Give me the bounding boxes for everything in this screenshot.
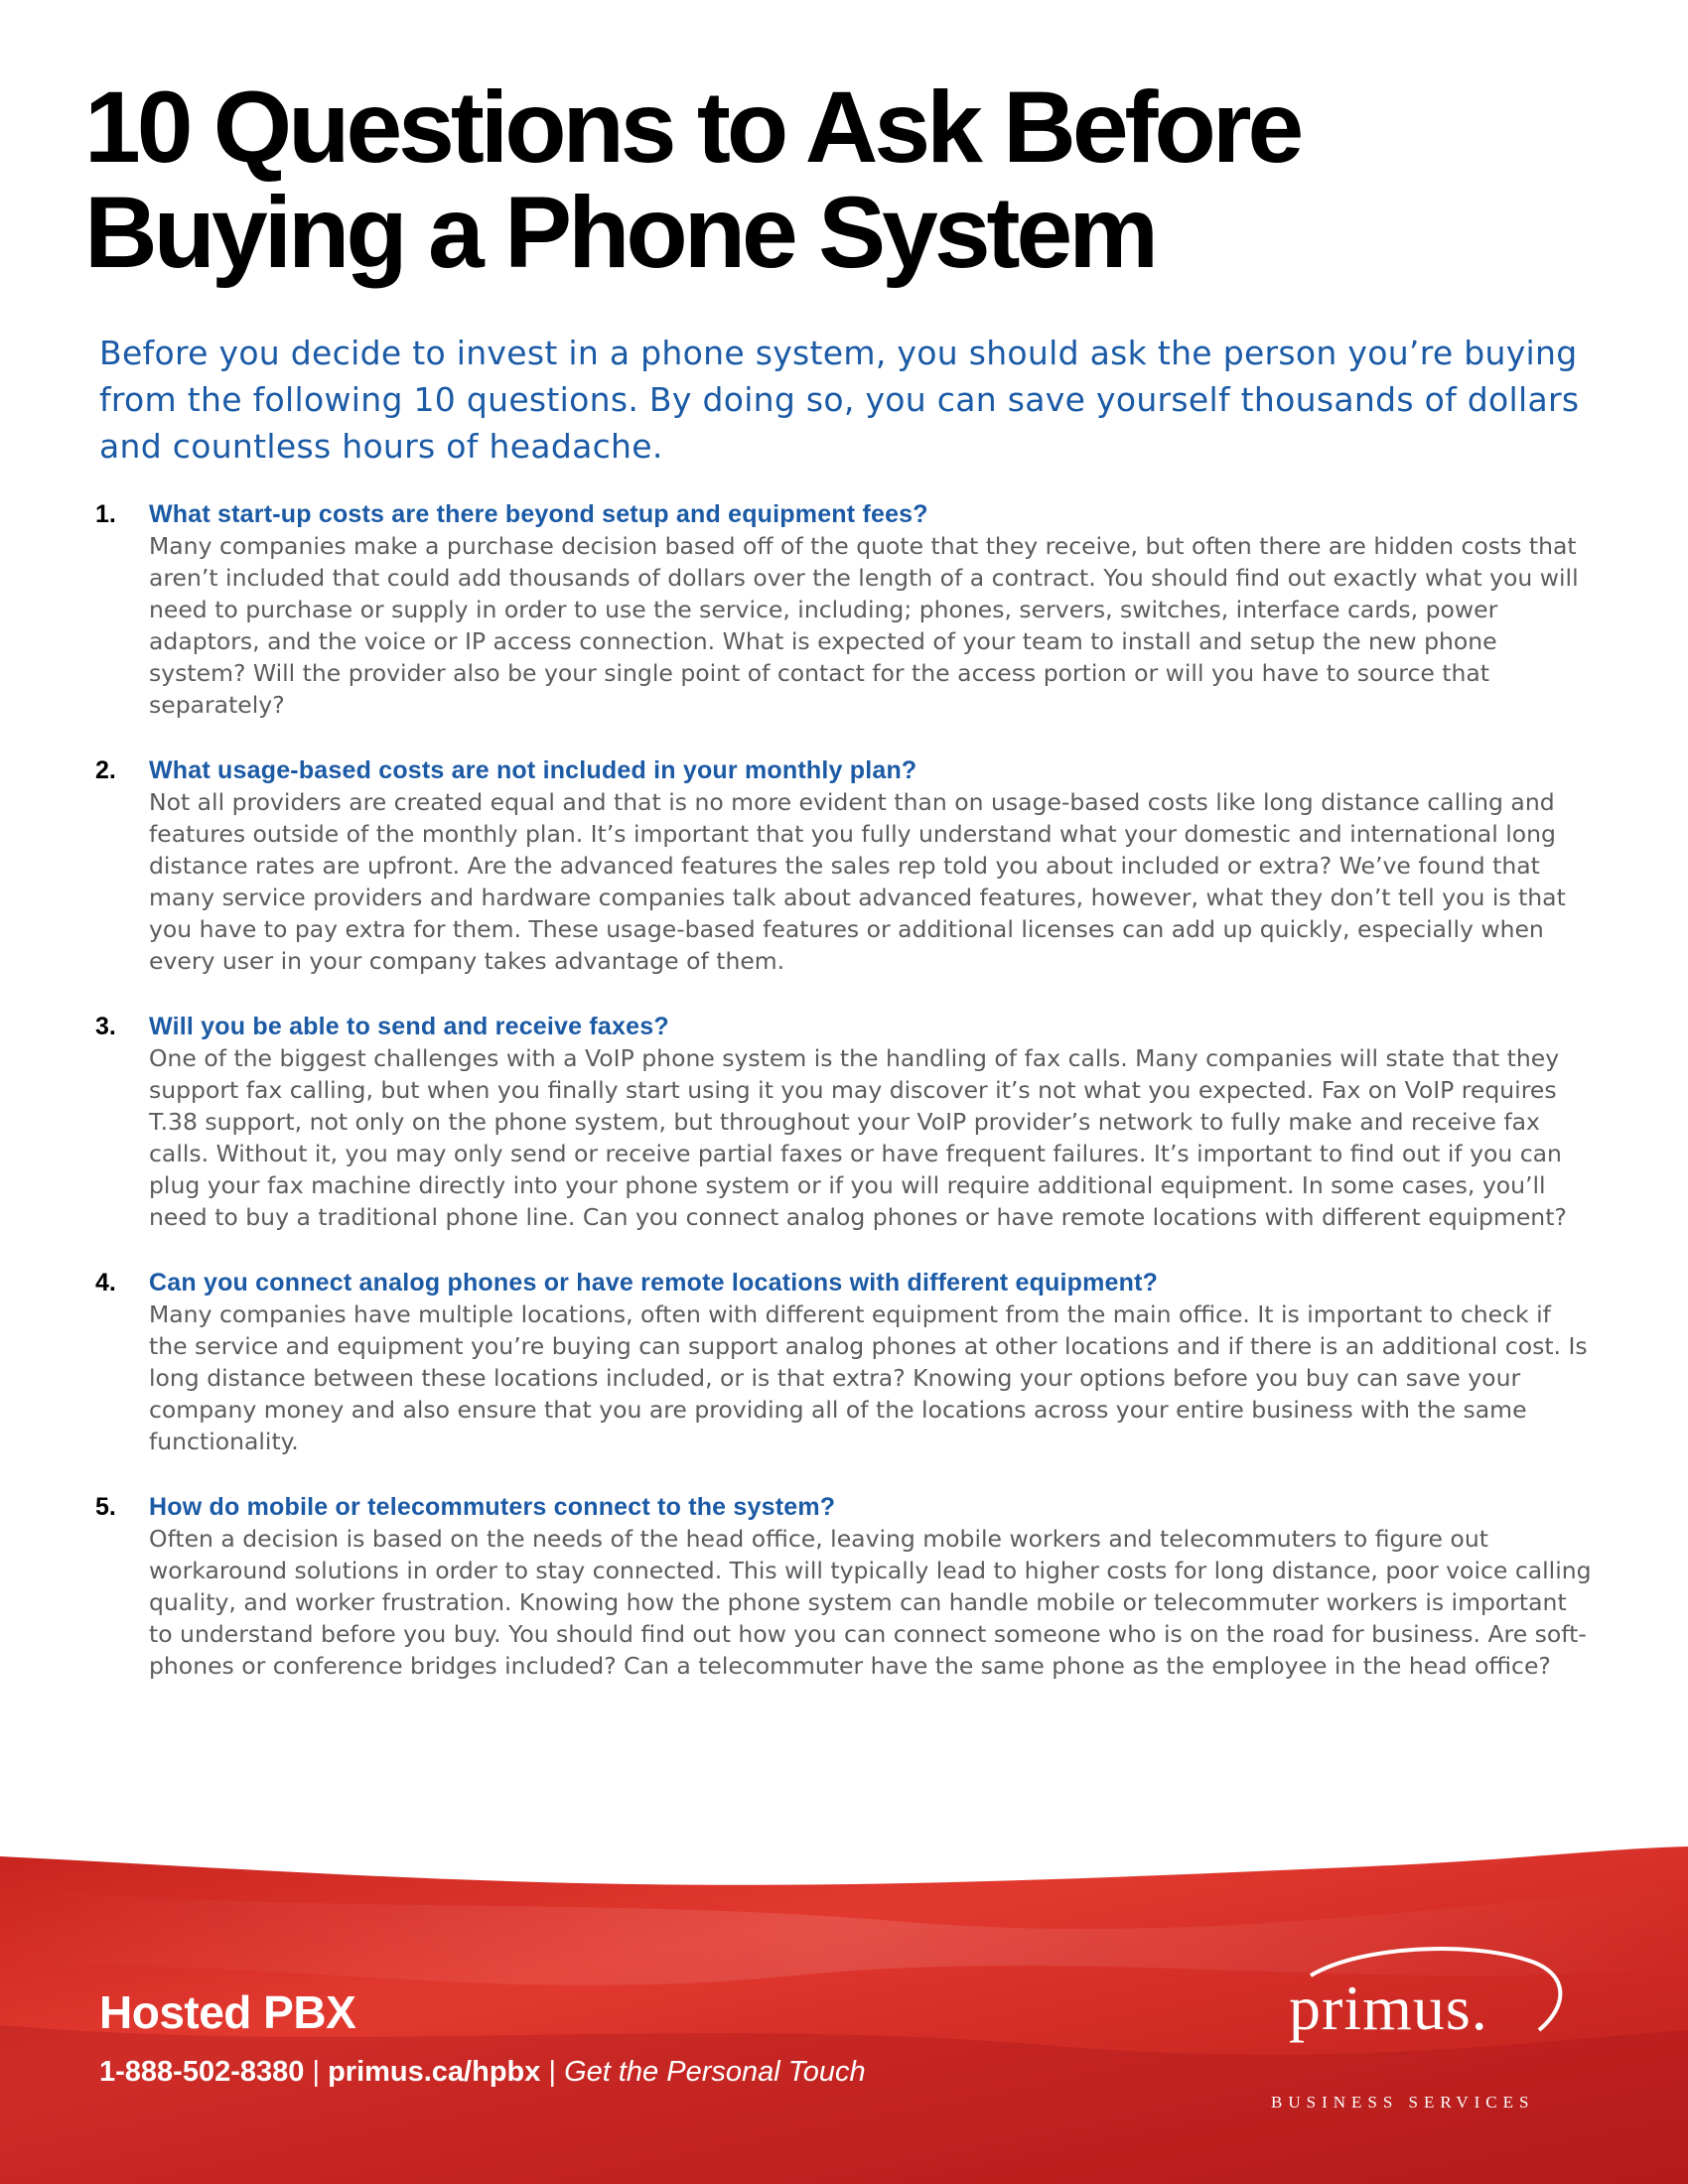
question-title: Will you be able to send and receive faxes? [149,1013,669,1040]
question-number: 5. [95,1493,116,1521]
website-link[interactable]: primus.ca/hpbx [328,2056,541,2088]
question-item [95,1011,1595,1233]
intro-paragraph: Before you decide to invest in a phone system, you should ask the person you’re buying from the following 10 questions. By doing so, you can save yourself thousands of dollars and countless hours of headache. [99,334,1580,466]
question-body: Many companies make a purchase decision based off of the quote that they receive, but often there are hidden costs that aren’t included that could add thousands of dollars over the length of a contract. You should find out exactly what you will need to purchase or supply in order to use the service, including; phones, servers, switches, interface cards, power adaptors, and the voice or IP access connection. What is expected of your team to install and setup the new phone system? Will the provider also be your single point of contact for the access portion or will you have to source that separately? [149,532,1579,719]
question-title: Can you connect analog phones or have remote locations with different equipment? [149,1269,1159,1297]
question-body: Often a decision is based on the needs of the head office, leaving mobile workers and telecommuters to figure out workaround solutions in order to stay connected. This will typically lead to higher costs for long distance, poor voice calling quality, and worker frustration. Knowing how the phone system can handle mobile or telecommuter workers is important to understand before you buy. You should find out how you can connect someone who is on the road for business. Are soft-phones or conference bridges included? Can a telecommuter have the same phone as the employee in the head office? [149,1525,1592,1680]
question-list [95,498,1595,1715]
question-number: 2. [95,756,116,784]
question-item [95,1267,1595,1457]
question-item [95,754,1595,977]
question-body: Many companies have multiple locations, often with different equipment from the main office. It is important to check if the service and equipment you’re buying can support analog phones at other locations and if there is an additional cost. Is long distance between these locations included, or is that extra? Knowing your options before you buy can save your company money and also ensure that you are providing all of the locations across your entire business with the same functionality. [149,1300,1588,1455]
question-body: One of the biggest challenges with a VoIP phone system is the handling of fax calls. Many companies will state that they support fax calling, but when you finally start using it you may discover it’s not what you expected. Fax on VoIP requires T.38 support, not only on the phone system, but throughout your VoIP provider’s network to fully make and receive fax calls. Without it, you may only send or receive partial faxes or have frequent failures. It’s important to find out if you can plug your fax machine directly into your phone system or if you will require additional equipment. In some cases, you’ll need to buy a traditional phone line. Can you connect analog phones or have remote locations with different equipment? [149,1044,1567,1231]
question-title: What usage-based costs are not included in your monthly plan? [149,756,917,784]
title-line-2: Buying a Phone System [84,176,1155,289]
question-number: 3. [95,1013,116,1040]
question-body: Not all providers are created equal and that is no more evident than on usage-based costs like long distance calling and features outside of the monthly plan. It’s important that you fully understand what your domestic and international long distance rates are upfront. Are the advanced features the sales rep told you about included or extra? We’ve found that many service providers and hardware companies talk about advanced features, however, what they don’t tell you is that you have to pay extra for them. These usage-based features or additional licenses can add up quickly, especially when every user in your company takes advantage of them. [149,788,1566,975]
logo-subtitle: BUSINESS SERVICES [1271,2093,1535,2112]
contact-line [99,2056,866,2089]
logo-wordmark: primus. [1289,1973,1488,2043]
title-line-1: 10 Questions to Ask Before [84,70,1301,184]
question-title: How do mobile or telecommuters connect to the system? [149,1493,836,1521]
phone-number[interactable]: 1-888-502-8380 [99,2056,305,2088]
page-title [84,70,1633,289]
question-title: What start-up costs are there beyond setup and equipment fees? [149,500,928,528]
question-item [95,1491,1595,1682]
product-name: Hosted PBX [99,1986,356,2038]
tagline: Get the Personal Touch [564,2056,866,2088]
separator: | [312,2056,320,2088]
separator: | [548,2056,556,2088]
question-number: 4. [95,1269,116,1297]
question-item [95,498,1595,721]
primus-logo [1271,1936,1599,2124]
question-number: 1. [95,500,116,528]
